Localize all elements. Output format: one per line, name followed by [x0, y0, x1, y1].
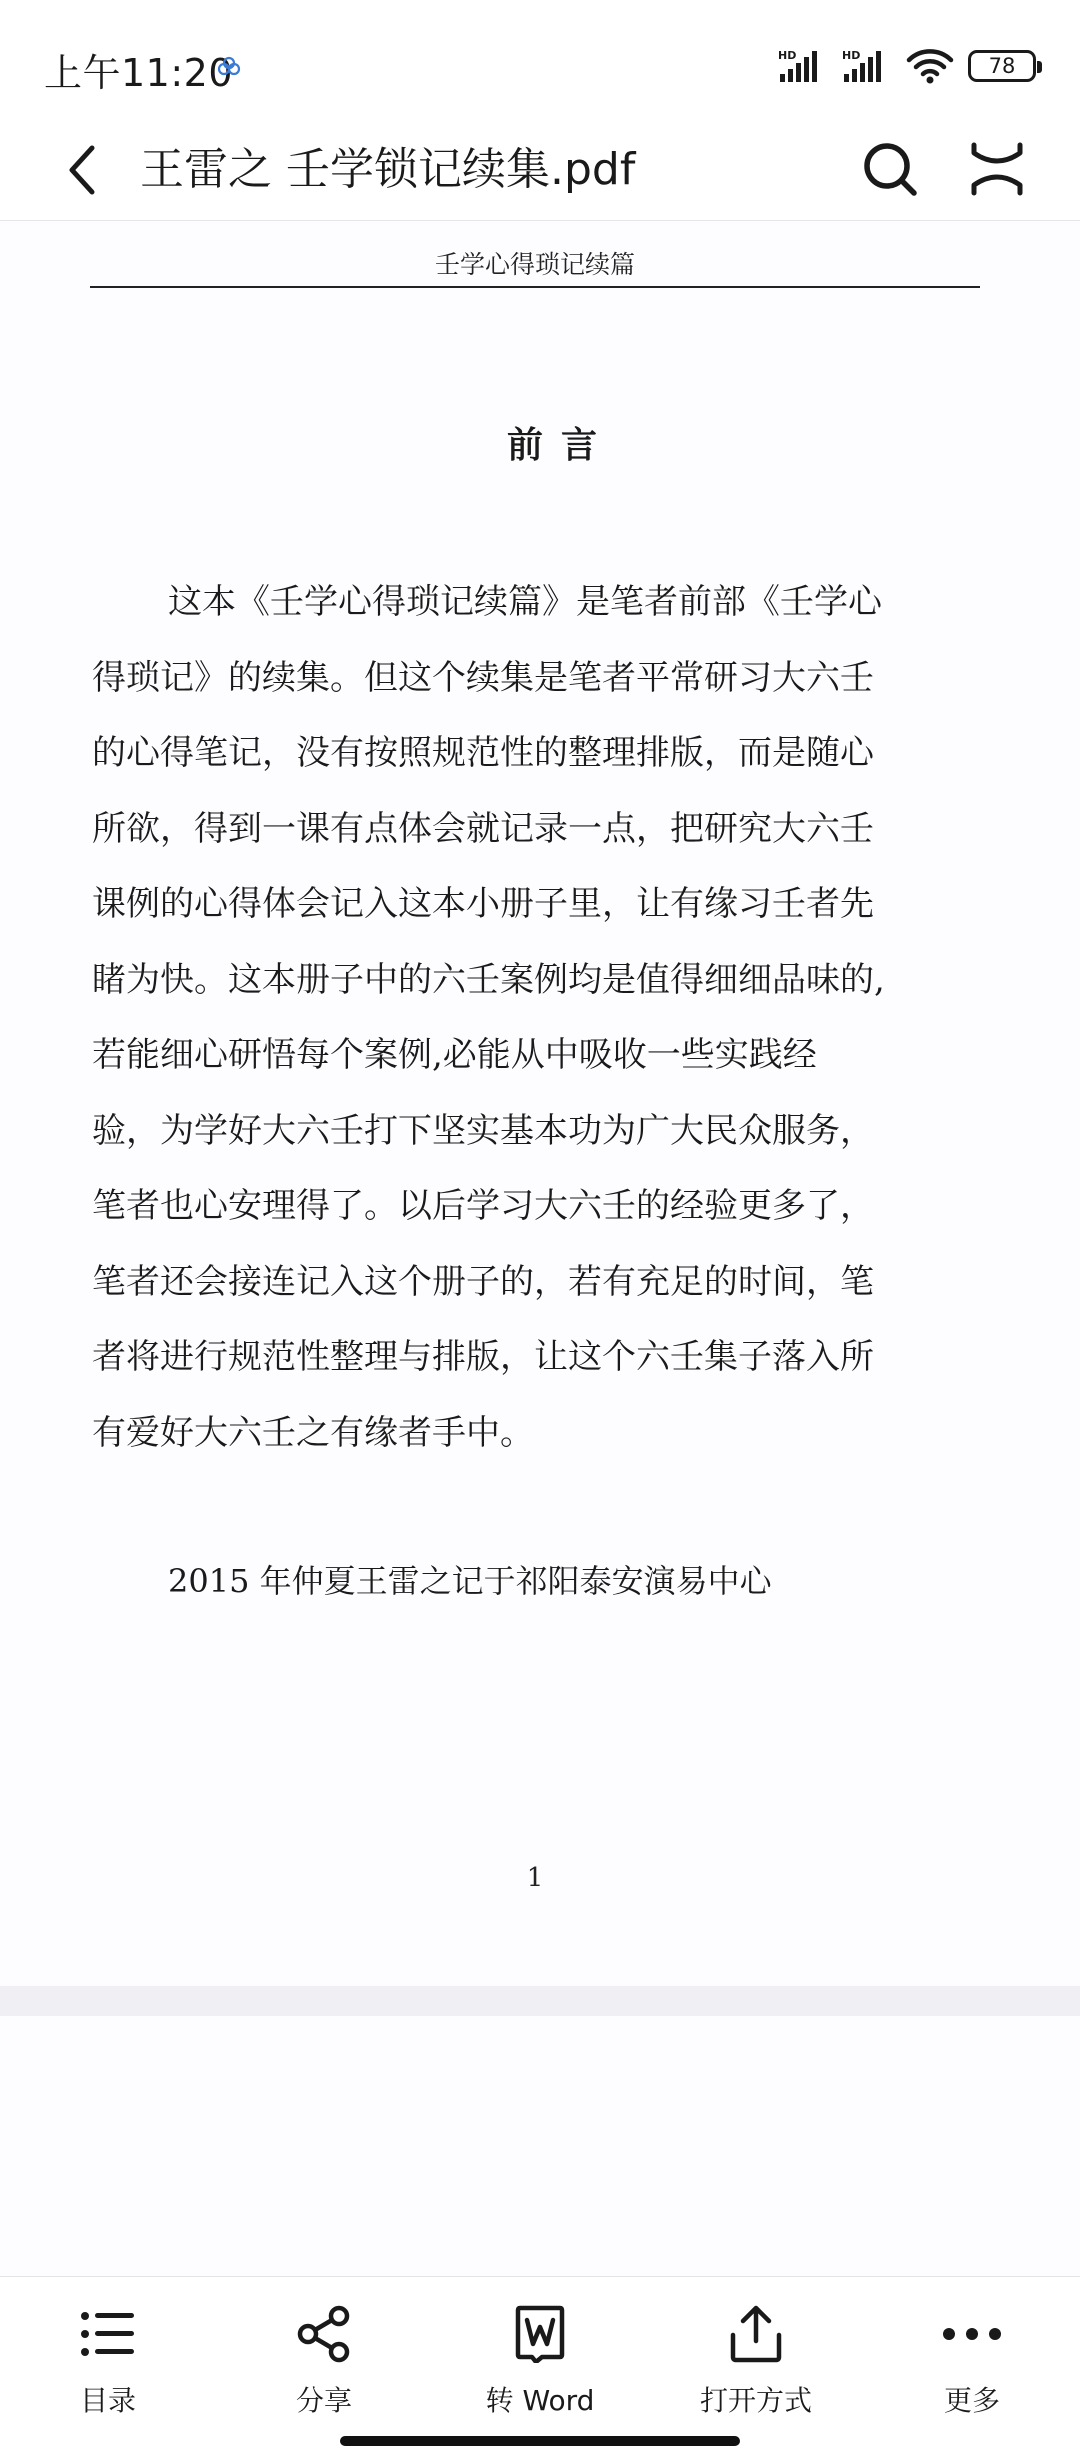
body-line: 者将进行规范性整理与排版，让这个六壬集子落入所	[92, 1337, 874, 1377]
open-with-label: 打开方式	[699, 2384, 812, 2417]
body-line: 若能细心研悟每个案例,必能从中吸收一些实践经	[92, 1035, 817, 1075]
page-number: 1	[526, 1863, 544, 1893]
header-rule	[90, 286, 980, 288]
status-time: 上午11:20	[44, 51, 234, 95]
reader-mode-button[interactable]	[962, 134, 1032, 204]
battery-level: 78	[988, 54, 1016, 78]
body-line: 所欲，得到一课有点体会就记录一点，把研究大六壬	[92, 808, 874, 849]
body-line: 笔者也心安理得了。以后学习大六壬的经验更多了，	[92, 1186, 874, 1226]
body-line: 的心得笔记，没有按照规范性的整理排版，而是随心	[92, 733, 874, 773]
body-line: 课例的心得体会记入这本小册子里，让有缘习壬者先	[92, 884, 874, 924]
search-button[interactable]	[855, 134, 925, 204]
open-with-icon	[728, 2305, 784, 2363]
convert-word-label: 转 Word	[485, 2384, 595, 2417]
convert-word-button[interactable]	[445, 2291, 635, 2421]
back-arrow-icon	[62, 142, 102, 198]
search-icon	[860, 139, 920, 199]
open-with-button[interactable]	[661, 2291, 851, 2421]
signal-icon	[842, 48, 892, 84]
more-icon	[941, 2326, 1003, 2342]
status-icons	[778, 46, 1036, 86]
battery-icon	[968, 50, 1036, 82]
toc-label: 目录	[79, 2384, 136, 2417]
document-title: 王雷之 壬学锁记续集.pdf	[140, 144, 636, 195]
more-button[interactable]	[877, 2291, 1067, 2421]
body-line: 睹为快。这本册子中的六壬案例均是值得细细品味的,	[92, 959, 885, 1000]
more-label: 更多	[943, 2384, 1000, 2417]
pdf-page[interactable]	[0, 221, 1080, 1986]
body-line: 笔者还会接连记入这个册子的，若有充足的时间，笔	[92, 1261, 874, 1302]
title-bar	[0, 120, 1080, 221]
back-button[interactable]	[52, 138, 112, 202]
body-text	[92, 565, 992, 1471]
svg-text:HD: HD	[842, 49, 861, 62]
list-icon	[80, 2310, 136, 2358]
body-line: 验，为学好大六壬打下坚实基本功为广大民众服务，	[92, 1110, 874, 1151]
status-bar	[0, 0, 1080, 120]
body-line: 得琐记》的续集。但这个续集是笔者平常研习大六壬	[92, 657, 874, 698]
body-line: 这本《壬学心得琐记续篇》是笔者前部《壬学心	[168, 582, 882, 622]
share-icon	[295, 2305, 353, 2363]
toc-button[interactable]	[13, 2291, 203, 2421]
share-label: 分享	[295, 2384, 352, 2417]
cloud-icon	[216, 56, 242, 76]
signal-icon	[778, 48, 828, 84]
signature-line: 2015 年仲夏王雷之记于祁阳泰安演易中心	[168, 1562, 772, 1600]
next-pdf-page[interactable]	[0, 2016, 1080, 2276]
running-head: 壬学心得琐记续篇	[434, 250, 635, 279]
share-button[interactable]	[229, 2291, 419, 2421]
wifi-icon	[906, 47, 954, 85]
page-separator	[0, 1986, 1080, 2016]
section-heading: 前言	[506, 424, 615, 466]
svg-text:HD: HD	[778, 49, 797, 62]
home-indicator[interactable]	[340, 2436, 740, 2446]
word-convert-icon	[512, 2305, 568, 2363]
reader-mode-icon	[969, 141, 1025, 197]
bottom-toolbar	[0, 2276, 1080, 2461]
body-line: 有爱好大六壬之有缘者手中。	[92, 1412, 534, 1453]
